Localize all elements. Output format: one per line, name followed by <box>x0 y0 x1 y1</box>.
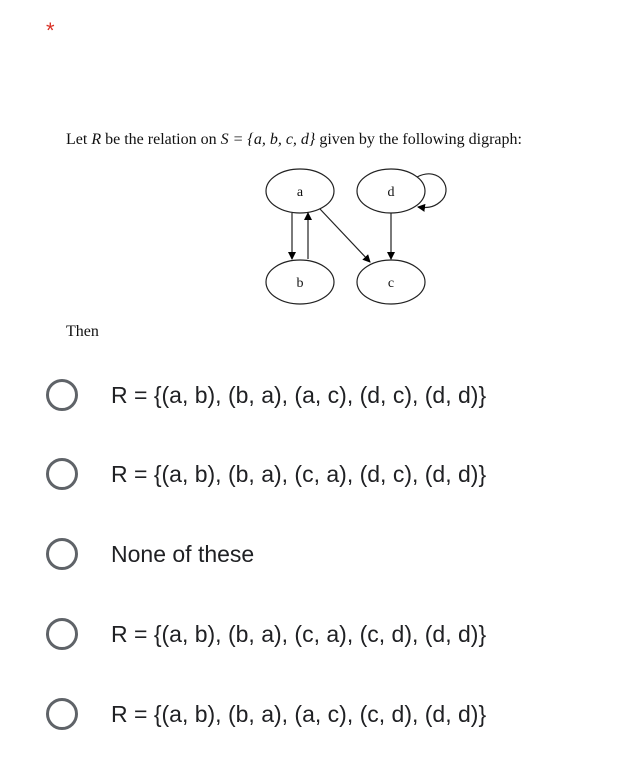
node-b-label: b <box>296 276 304 291</box>
node-a-label: a <box>296 185 304 200</box>
option-4[interactable] <box>46 614 486 654</box>
radio-button[interactable] <box>46 698 78 730</box>
edge-a-c <box>320 209 370 262</box>
option-label: R = {(a, b), (b, a), (c, a), (c, d), (d, d)} <box>111 620 487 647</box>
option-2[interactable] <box>46 454 486 494</box>
radio-button[interactable] <box>46 618 78 650</box>
option-3[interactable] <box>46 534 254 574</box>
option-1[interactable] <box>46 375 486 415</box>
required-asterisk: * <box>46 18 55 43</box>
option-label: R = {(a, b), (b, a), (a, c), (d, c), (d, d)} <box>111 381 487 408</box>
option-5[interactable] <box>46 694 486 734</box>
option-label: R = {(a, b), (b, a), (a, c), (c, d), (d, d)} <box>111 700 487 727</box>
radio-button[interactable] <box>46 458 78 490</box>
question-text: Let R be the relation on S = {a, b, c, d} given by the following digraph: <box>66 131 522 148</box>
option-label: None of these <box>111 540 255 567</box>
radio-button[interactable] <box>46 379 78 411</box>
option-label: R = {(a, b), (b, a), (c, a), (d, c), (d, d)} <box>111 460 487 487</box>
edge-d-d <box>417 174 446 208</box>
node-d-label: d <box>387 185 395 200</box>
node-c-label: c <box>387 276 395 291</box>
radio-button[interactable] <box>46 538 78 570</box>
then-text: Then <box>66 323 99 340</box>
digraph <box>0 0 629 320</box>
